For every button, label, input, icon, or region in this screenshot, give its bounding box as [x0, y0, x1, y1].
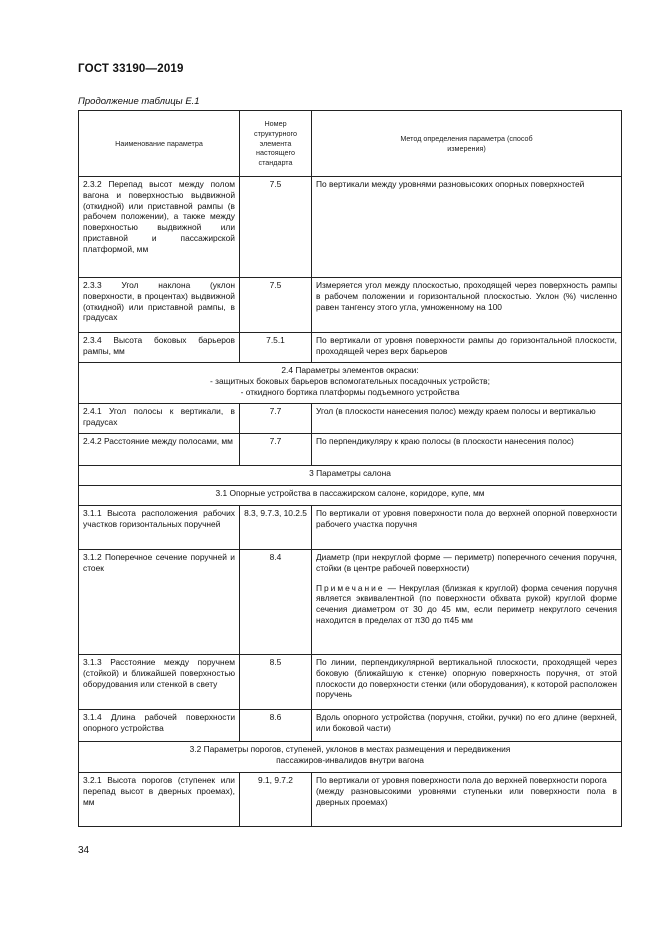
- section-3-2-line: пассажиров-инвалидов внутри вагона: [276, 754, 424, 765]
- row-method: Измеряется угол между плоскостью, проходящей через поверхность рампы в рабочем положении и горизонтальной плоскостью. Уклон (%) численно равен тангенсу этого угла, умноженному на 100: [312, 278, 622, 333]
- row-method-multi: [312, 773, 622, 827]
- table-continuation-caption: Продолжение таблицы Е.1: [78, 96, 200, 107]
- row-name: 2.3.2 Перепад высот между полом вагона и поверхностью выдвижной (откидной) или приставной рампы (в рабочем положении), а также между поверхностью выдвижной или приставной и пассажирской платформой, мм: [79, 177, 240, 278]
- row-method: Вдоль опорного устройства (поручня, стойки, ручки) по его длине (верхней, или боковой части): [312, 710, 622, 742]
- row-number: 8.5: [240, 655, 312, 710]
- section-2-4-item: - откидного бортика платформы подъемного устройства: [240, 386, 460, 397]
- row-name: 3.1.1 Высота расположения рабочих участков горизонтальных поручней: [79, 506, 240, 550]
- row-name: 3.1.2 Поперечное сечение поручней и стоек: [79, 550, 240, 655]
- table-header-row: [79, 111, 622, 177]
- note-text: — Некруглая (близкая к круглой) форма сечения поручня является эквивалентной (по поверхности обхвата рукой) круглой форме сечения диаметром от 30 до 45 мм, если периметр некруглого сечения находится в пределах от π30 до π45 мм: [316, 582, 617, 625]
- row-method: По перпендикуляру к краю полосы (в плоскости нанесения полос): [312, 434, 622, 466]
- row-method-with-note: [312, 550, 622, 655]
- table-row: [79, 333, 622, 363]
- row-name: 3.2.1 Высота порогов (ступенек или перепад высот в дверных проемах), мм: [79, 773, 240, 827]
- row-note: [316, 583, 617, 626]
- table-row: [79, 278, 622, 333]
- page-number: 34: [78, 845, 90, 856]
- row-method: Угол (в плоскости нанесения полос) между краем полосы и вертикалью: [312, 404, 622, 434]
- row-number: 9.1, 9.7.2: [240, 773, 312, 827]
- row-number: 8.4: [240, 550, 312, 655]
- standard-title: ГОСТ 33190—2019: [78, 63, 184, 75]
- row-method: Диаметр (при некруглой форме — периметр) поперечного сечения поручня, стойки (в центре рабочей поверхности): [316, 552, 617, 573]
- row-number: 8.6: [240, 710, 312, 742]
- table-row: [79, 177, 622, 278]
- row-name: 2.3.4 Высота боковых барьеров рампы, мм: [79, 333, 240, 363]
- row-name: 3.1.3 Расстояние между поручнем (стойкой) и ближайшей поверхностью оборудования или стенкой в свету: [79, 655, 240, 710]
- table-row: [79, 773, 622, 827]
- section-3-2: [79, 742, 622, 773]
- note-label: Примечание: [316, 582, 385, 593]
- row-method-extra: (между разновысокими уровнями ступеньки или поверхности пола в дверных проемах): [316, 785, 617, 807]
- parameters-table: [78, 110, 622, 827]
- header-structural-element: Номер структурного элемента настоящего стандарта: [240, 111, 312, 177]
- section-3-1-title: 3.1 Опорные устройства в пассажирском салоне, коридоре, купе, мм: [79, 486, 622, 506]
- row-number: 7.5: [240, 177, 312, 278]
- section-2-4: [79, 363, 622, 404]
- row-name: 2.4.2 Расстояние между полосами, мм: [79, 434, 240, 466]
- row-name: 2.3.3 Угол наклона (уклон поверхности, в процентах) выдвижной (откидной) или приставной рампы, в градусах: [79, 278, 240, 333]
- row-number: 7.7: [240, 404, 312, 434]
- table-row: [79, 550, 622, 655]
- header-parameter-name: Наименование параметра: [79, 111, 240, 177]
- table-row: [79, 506, 622, 550]
- row-method: По вертикали от уровня поверхности пола до верхней опорной поверхности рабочего участка поручня: [312, 506, 622, 550]
- section-2-4-title: 2.4 Параметры элементов окраски:: [281, 365, 419, 375]
- table-row: [79, 404, 622, 434]
- table-row: [79, 655, 622, 710]
- row-number: 8.3, 9.7.3, 10.2.5: [240, 506, 312, 550]
- section-row: [79, 742, 622, 773]
- table-row: [79, 710, 622, 742]
- row-number: 7.7: [240, 434, 312, 466]
- row-method: По линии, перпендикулярной вертикальной плоскости, проходящей через боковую (ближайшую к стенке) опорную поверхность поручня, от этой плоскости до поверхности стенки (или оборудования), к которой расположен поручень: [312, 655, 622, 710]
- row-number: 7.5: [240, 278, 312, 333]
- table-row: [79, 434, 622, 466]
- section-3-title: 3 Параметры салона: [79, 466, 622, 486]
- row-name: 3.1.4 Длина рабочей поверхности опорного устройства: [79, 710, 240, 742]
- section-row: [79, 363, 622, 404]
- row-method: По вертикали между уровнями разновысоких опорных поверхностей: [312, 177, 622, 278]
- section-2-4-item: - защитных боковых барьеров вспомогательных посадочных устройств;: [210, 375, 490, 386]
- row-method: По вертикали от уровня поверхности пола до верхней поверхности порога: [316, 775, 607, 785]
- section-row: [79, 486, 622, 506]
- section-row: [79, 466, 622, 486]
- row-method: По вертикали от уровня поверхности рампы до горизонтальной плоскости, проходящей через верх барьеров: [312, 333, 622, 363]
- header-method: Метод определения параметра (способ измерения): [312, 111, 622, 177]
- row-number: 7.5.1: [240, 333, 312, 363]
- row-name: 2.4.1 Угол полосы к вертикали, в градусах: [79, 404, 240, 434]
- section-3-2-line: 3.2 Параметры порогов, ступеней, уклонов в местах размещения и передвижения: [189, 744, 511, 754]
